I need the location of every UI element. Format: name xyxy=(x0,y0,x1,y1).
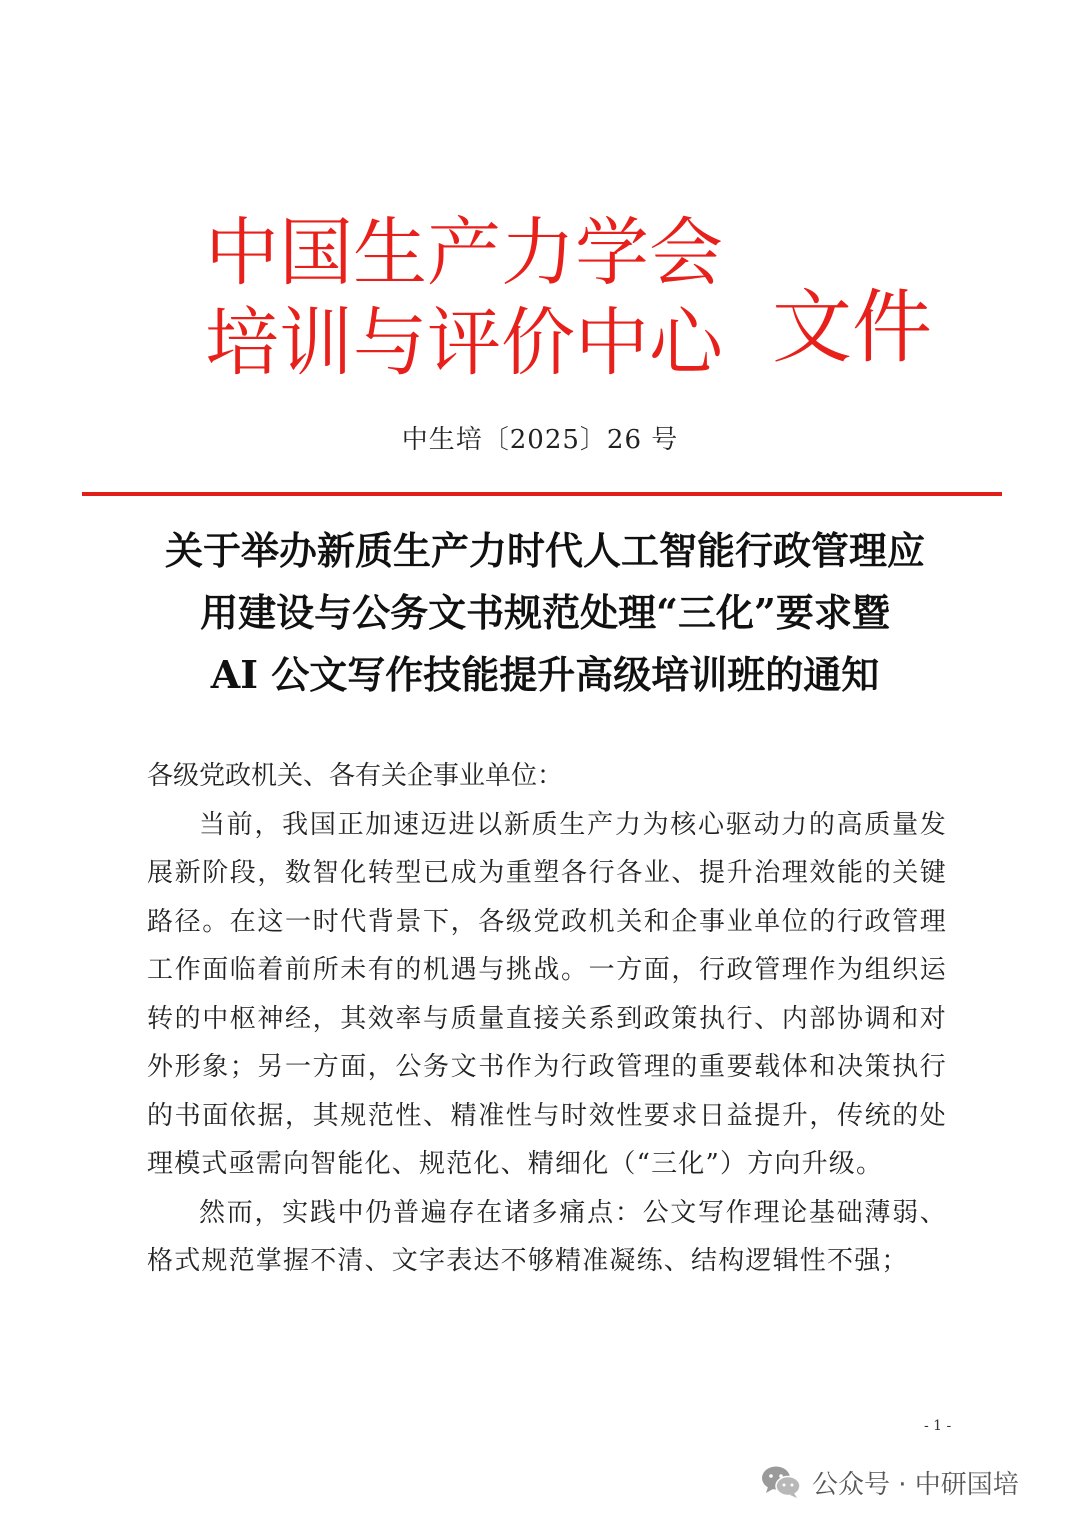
org-name-line-1: 中国生产力学会 xyxy=(205,210,723,296)
body-paragraph-1: 当前，我国正加速迈进以新质生产力为核心驱动力的高质量发展新阶段，数智化转型已成为重塑各行各业、提升治理效能的关键路径。在这一时代背景下，各级党政机关和企事业单位的行政管理工作面临着前所未有的机遇与挑战。一方面，行政管理作为组织运转的中枢神经，其效率与质量直接关系到政策执行、内部协调和对外形象；另一方面，公务文书作为行政管理的重要载体和决策执行的书面依据，其规范性、精准性与时效性要求日益提升，传统的处理模式亟需向智能化、规范化、精细化（“三化”）方向升级。 xyxy=(147,809,947,1179)
salutation: 各级党政机关、各有关企事业单位： xyxy=(147,761,564,791)
title-line-2: 用建设与公务文书规范处理“三化”要求暨 xyxy=(200,590,890,635)
wechat-icon xyxy=(760,1464,802,1500)
title-line-1: 关于举办新质生产力时代人工智能行政管理应 xyxy=(164,528,925,573)
document-title xyxy=(130,520,960,706)
red-divider xyxy=(82,492,1002,496)
watermark-text: 公众号 · 中研国培 xyxy=(812,1469,1019,1500)
document-body xyxy=(147,752,947,1286)
watermark xyxy=(760,1460,1019,1504)
document-type-label: 文件 xyxy=(772,281,932,374)
body-paragraph-2: 然而，实践中仍普遍存在诸多痛点：公文写作理论基础薄弱、格式规范掌握不清、文字表达不够精准凝练、结构逻辑性不强； xyxy=(147,1197,947,1276)
org-name-line-2: 培训与评价中心 xyxy=(205,300,723,386)
page-number: - 1 - xyxy=(924,1418,952,1434)
title-line-3: AI 公文写作技能提升高级培训班的通知 xyxy=(210,652,880,697)
document-number: 中生培〔2025〕26 号 xyxy=(401,425,679,455)
